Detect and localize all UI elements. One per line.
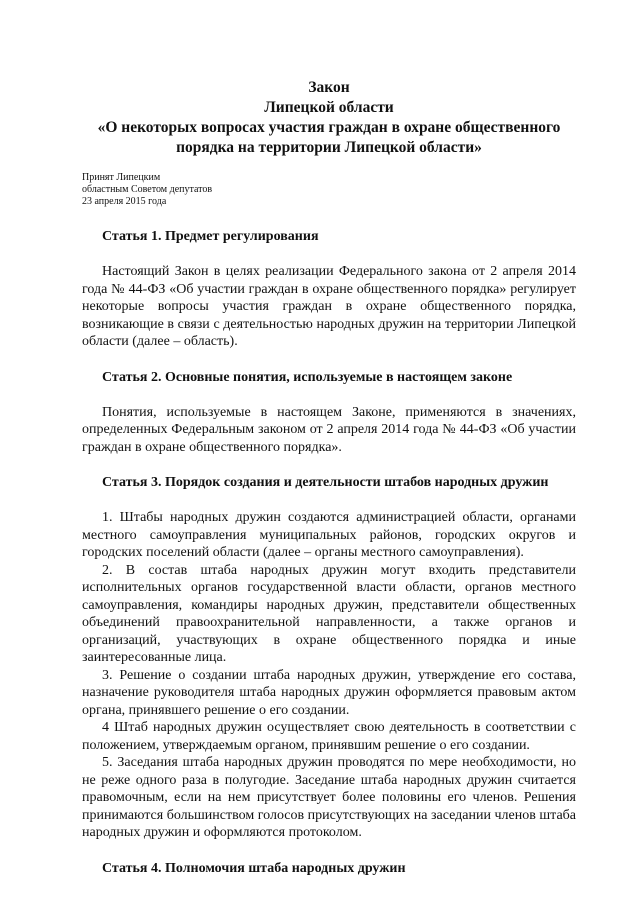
article-heading: Статья 4. Полномочия штаба народных дружин [102,860,406,876]
article-paragraph: 5. Заседания штаба народных дружин проводятся по мере необходимости, но не реже одного раза в полугодие. Заседание штаба народных дружин считается правомочным, если на нем присутствует более половины его членов. Решения принимаются большинством голосов присутствующих на заседании членов штаба народных дружин и оформляются протоколом. [82,755,576,840]
article-paragraph: 1. Штабы народных дружин создаются администрацией области, органами местного самоуправления муниципальных районов, городских округов и городских поселений области (далее – органы местного самоуправления). [82,510,576,560]
article-heading: Статья 3. Порядок создания и деятельности штабов народных дружин [102,475,549,490]
title-line: Липецкой области [264,99,394,116]
article-paragraph: Понятия, используемые в настоящем Законе, применяются в значениях, определенных Федеральным законом от 2 апреля 2014 года № 44-ФЗ «Об участии граждан в охране общественного порядка». [82,404,576,455]
article-paragraph: 3. Решение о создании штаба народных дружин, утверждение его состава, назначение руководителя штаба народных дружин оформляется правовым актом органа, принявшего решение о его создании. [82,667,576,718]
title-line: Закон [308,79,350,96]
adoption-line: Принят Липецким [82,172,161,183]
article-heading: Статья 2. Основные понятия, используемые в настоящем законе [102,369,513,385]
article-paragraph: 2. В состав штаба народных дружин могут входить представители исполнительных органов государственной власти области, органов местного самоуправления, командиры народных дружин, представители общественных объединений правоохранительной направленности, а также органов и организаций, участвующих в охране общественного порядка и иные заинтересованные лица. [82,562,576,665]
law-title [82,78,576,158]
title-line: порядка на территории Липецкой области» [176,139,482,156]
article-heading: Статья 1. Предмет регулирования [102,229,319,244]
title-line: «О некоторых вопросах участия граждан в охране общественного [97,119,561,136]
article-paragraph: Настоящий Закон в целях реализации Федерального закона от 2 апреля 2014 года № 44-ФЗ «Об участии граждан в охране общественного порядка» регулирует некоторые вопросы участия граждан в охране общественного порядка, возникающие в связи с деятельностью народных дружин на территории Липецкой области (далее – область). [82,264,576,349]
article-paragraph: 4 Штаб народных дружин осуществляет свою деятельность в соответствии с положением, утверждаемым органом, принявшим решение о его создании. [82,720,576,753]
adoption-line: областным Советом депутатов [82,184,213,195]
adoption-note [82,172,576,208]
adoption-line: 23 апреля 2015 года [82,196,167,207]
